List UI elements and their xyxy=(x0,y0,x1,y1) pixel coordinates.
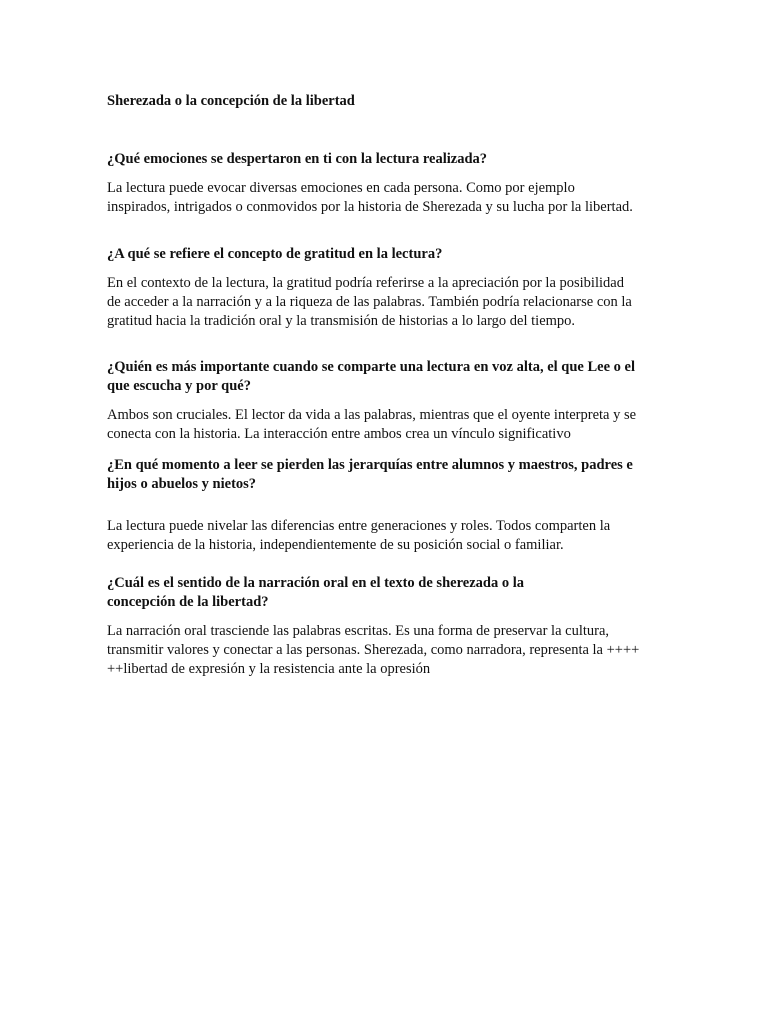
document-title: Sherezada o la concepción de la libertad xyxy=(107,93,355,109)
question-line: ¿Qué emociones se despertaron en ti con la lectura realizada? xyxy=(107,151,488,167)
answer-1 xyxy=(107,179,667,217)
qa-section-2 xyxy=(107,245,667,331)
qa-section-4 xyxy=(107,456,667,555)
answer-4 xyxy=(107,517,667,555)
answer-line: ++libertad de expresión y la resistencia ante la opresión xyxy=(107,661,431,677)
question-2 xyxy=(107,245,667,264)
qa-section-3 xyxy=(107,358,667,444)
answer-line: La lectura puede evocar diversas emociones en cada persona. Como por ejemplo xyxy=(107,180,575,196)
answer-line: experiencia de la historia, independientemente de su posición social o familiar. xyxy=(107,537,564,553)
question-line: ¿A qué se refiere el concepto de gratitud en la lectura? xyxy=(107,246,443,262)
question-line: que escucha y por qué? xyxy=(107,378,251,394)
qa-section-1 xyxy=(107,150,667,217)
answer-line: La narración oral trasciende las palabras escritas. Es una forma de preservar la cultura, xyxy=(107,623,610,639)
answer-line: conecta con la historia. La interacción entre ambos crea un vínculo significativo xyxy=(107,426,571,442)
answer-line: de acceder a la narración y a la riqueza de las palabras. También podría relacionarse con la xyxy=(107,294,632,310)
answer-line: transmitir valores y conectar a las personas. Sherezada, como narradora, representa la ++++ xyxy=(107,642,640,658)
question-1 xyxy=(107,150,667,169)
answer-line: Ambos son cruciales. El lector da vida a las palabras, mientras que el oyente interpreta y se xyxy=(107,407,637,423)
question-line: concepción de la libertad? xyxy=(107,594,269,610)
qa-section-5 xyxy=(107,574,667,679)
answer-line: inspirados, intrigados o conmovidos por la historia de Sherezada y su lucha por la libertad. xyxy=(107,199,633,215)
question-line: ¿Cuál es el sentido de la narración oral en el texto de sherezada o la xyxy=(107,575,524,591)
answer-line: En el contexto de la lectura, la gratitud podría referirse a la apreciación por la posibilidad xyxy=(107,275,624,291)
question-line: ¿En qué momento a leer se pierden las jerarquías entre alumnos y maestros, padres e xyxy=(107,457,633,473)
answer-line: La lectura puede nivelar las diferencias entre generaciones y roles. Todos comparten la xyxy=(107,518,611,534)
answer-2 xyxy=(107,274,667,331)
question-line: hijos o abuelos y nietos? xyxy=(107,476,257,492)
answer-line: gratitud hacia la tradición oral y la transmisión de historias a lo largo del tiempo. xyxy=(107,313,576,329)
question-4 xyxy=(107,456,667,494)
answer-5 xyxy=(107,622,667,679)
answer-3 xyxy=(107,406,667,444)
question-line: ¿Quién es más importante cuando se comparte una lectura en voz alta, el que Lee o el xyxy=(107,359,635,375)
question-5 xyxy=(107,574,667,612)
question-3 xyxy=(107,358,667,396)
